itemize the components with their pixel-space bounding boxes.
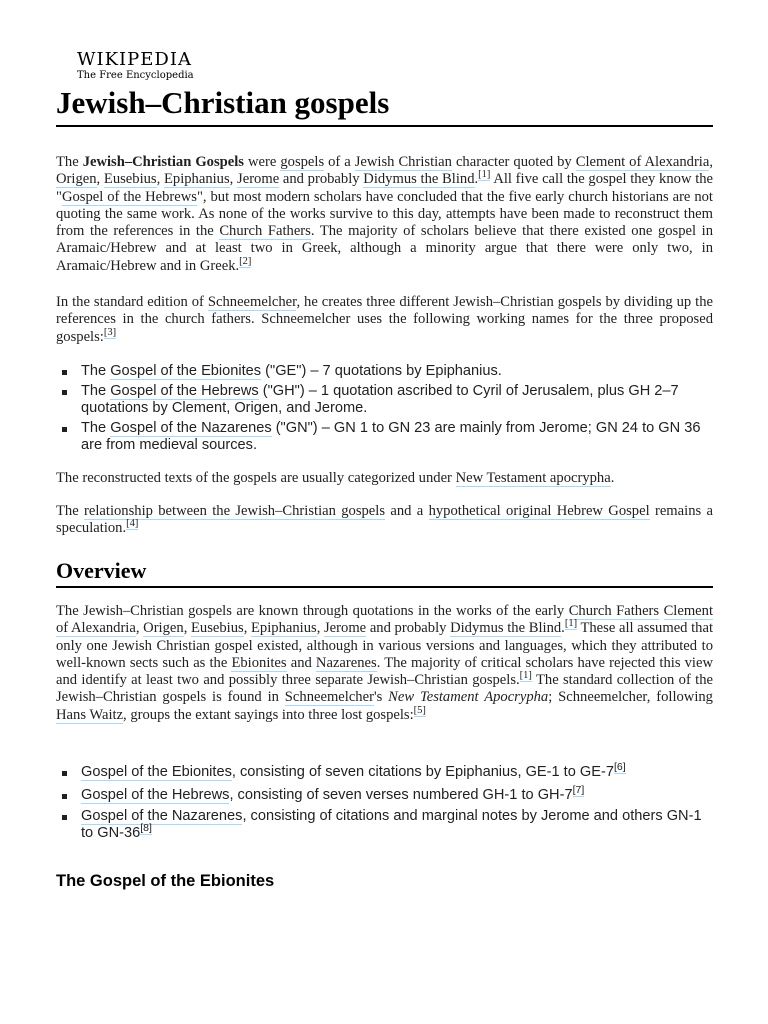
link-gospel-of-the-nazarenes[interactable]: Gospel of the Nazarenes [81,808,243,824]
citation-1[interactable]: [1] [478,169,491,181]
list-item: Gospel of the Hebrews, consisting of seven verses numbered GH-1 to GH-7[7] [56,787,713,804]
intro-paragraph: The Jewish–Christian Gospels were gospels of a Jewish Christian character quoted by Clement of Alexandria, Origen, Eusebius, Epiphanius, Jerome and probably Didymus the Blind.[1] All five call the gospel they know the "Gospel of the Hebrews", but most modern scholars have concluded that the five early church historians are not quoting the same work. As none of the works survive to this day, attempts have been made to reconstruct them from the references in the Church Fathers. The majority of scholars believe that there existed one gospel in Aramaic/Hebrew and at least two in Greek, although a minority argue that there were only two, in Aramaic/Hebrew and in Greek.[2] [56,154,714,274]
logo-wordmark: WIKIPEDIA [77,49,192,70]
page-title: Jewish–Christian gospels [56,84,713,127]
link-gospel-of-the-nazarenes[interactable]: Gospel of the Nazarenes [110,420,272,436]
link-didymus-the-blind[interactable]: Didymus the Blind [363,171,475,188]
link-jewish-christian[interactable]: Jewish Christian [354,154,452,170]
logo-tagline: The Free Encyclopedia [77,70,194,81]
citation-3[interactable]: [3] [103,326,117,338]
link-church-fathers[interactable]: Church Fathers [568,603,660,619]
link-ebionites[interactable]: Ebionites [231,654,287,671]
link-schneemelcher[interactable]: Schneemelcher [207,294,297,310]
list-item: The Gospel of the Ebionites ("GE") – 7 quotations by Epiphanius. [56,363,713,380]
link-nazarenes[interactable]: Nazarenes [315,654,377,671]
link-gospel-of-the-hebrews[interactable]: Gospel of the Hebrews [81,787,230,803]
link-origen[interactable]: Origen [143,620,184,637]
link-church-fathers[interactable]: Church Fathers [219,223,311,240]
citation-4[interactable]: [4] [126,518,139,530]
link-epiphanius[interactable]: Epiphanius [163,171,230,188]
citation-5[interactable]: [5] [413,704,426,716]
list-item: Gospel of the Ebionites, consisting of seven citations by Epiphanius, GE-1 to GE-7[6] [56,764,713,781]
link-gospel-of-the-ebionites[interactable]: Gospel of the Ebionites [81,764,232,780]
ebionites-subheading: The Gospel of the Ebionites [56,872,275,890]
citation-8[interactable]: [8] [140,822,152,835]
link-origen[interactable]: Origen [56,171,97,188]
citation-2[interactable]: [2] [239,255,252,267]
link-jerome[interactable]: Jerome [324,620,367,637]
link-didymus-the-blind[interactable]: Didymus the Blind [450,620,562,637]
apocrypha-paragraph: The reconstructed texts of the gospels are usually categorized under New Testament apocrypha. [56,470,615,486]
link-hypothetical-hebrew-gospel[interactable]: hypothetical original Hebrew Gospel [428,503,650,519]
overview-paragraph: The Jewish–Christian gospels are known through quotations in the works of the early Church Fathers Clement of Alexandria, Origen, Eusebius, Epiphanius, Jerome and probably Didymus the Blind.[1] These all assumed that only one Jewish Christian gospel existed, although in various versions and languages, which they attributed to well-known sects such as the Ebionites and Nazarenes. The majority of critical scholars have rejected this view and identify at least two and possibly three separate Jewish–Christian gospels.[1] The standard collection of the Jewish–Christian gospels is found in Schneemelcher's New Testament Apocrypha; Schneemelcher, following Hans Waitz, groups the extant sayings into three lost gospels:[5] [56,603,714,723]
link-gospel-of-the-hebrews[interactable]: Gospel of the Hebrews [61,188,197,205]
link-relationship[interactable]: relationship between the Jewish–Christian gospels [84,503,386,519]
overview-heading: Overview [56,558,713,588]
wikipedia-logo[interactable] [77,50,194,82]
lost-gospels-list [56,761,713,845]
list-item: Gospel of the Nazarenes, consisting of citations and marginal notes by Jerome and others GN-1 to GN-36[8] [56,808,713,842]
citation-7[interactable]: [7] [572,784,585,797]
link-new-testament-apocrypha[interactable]: New Testament apocrypha [455,470,611,486]
link-gospel-of-the-ebionites[interactable]: Gospel of the Ebionites [110,363,262,379]
link-hans-waitz[interactable]: Hans Waitz [56,706,124,723]
link-clement-of-alexandria[interactable]: Clement of Alexandria [575,154,710,170]
citation-1[interactable]: [1] [519,670,532,682]
link-gospels[interactable]: gospels [280,154,325,170]
link-clement-of-alexandria[interactable]: Clement of Alexandria [56,603,714,637]
link-eusebius[interactable]: Eusebius [103,171,157,188]
link-schneemelcher[interactable]: Schneemelcher [284,689,374,706]
link-epiphanius[interactable]: Epiphanius [251,620,317,637]
link-gospel-of-the-hebrews[interactable]: Gospel of the Hebrews [110,383,259,399]
list-item: The Gospel of the Nazarenes ("GN") – GN 1 to GN 23 are mainly from Jerome; GN 24 to GN 36 are from medieval sources. [56,420,713,454]
citation-1[interactable]: [1] [564,618,578,630]
schneemelcher-paragraph: In the standard edition of Schneemelcher, he creates three different Jewish–Christian gospels by dividing up the references in the church fathers. Schneemelcher uses the following working names for the three proposed gospels:[3] [56,294,713,345]
proposed-gospels-list [56,363,713,457]
list-item: The Gospel of the Hebrews ("GH") – 1 quotation ascribed to Cyril of Jerusalem, plus GH 2–7 quotations by Clement, Origen, and Jerome. [56,383,713,417]
link-eusebius[interactable]: Eusebius [191,620,244,637]
relationship-paragraph: The relationship between the Jewish–Christian gospels and a hypothetical original Hebrew Gospel remains a speculation.[4] [56,503,713,537]
link-jerome[interactable]: Jerome [237,171,280,188]
citation-6[interactable]: [6] [613,761,626,774]
